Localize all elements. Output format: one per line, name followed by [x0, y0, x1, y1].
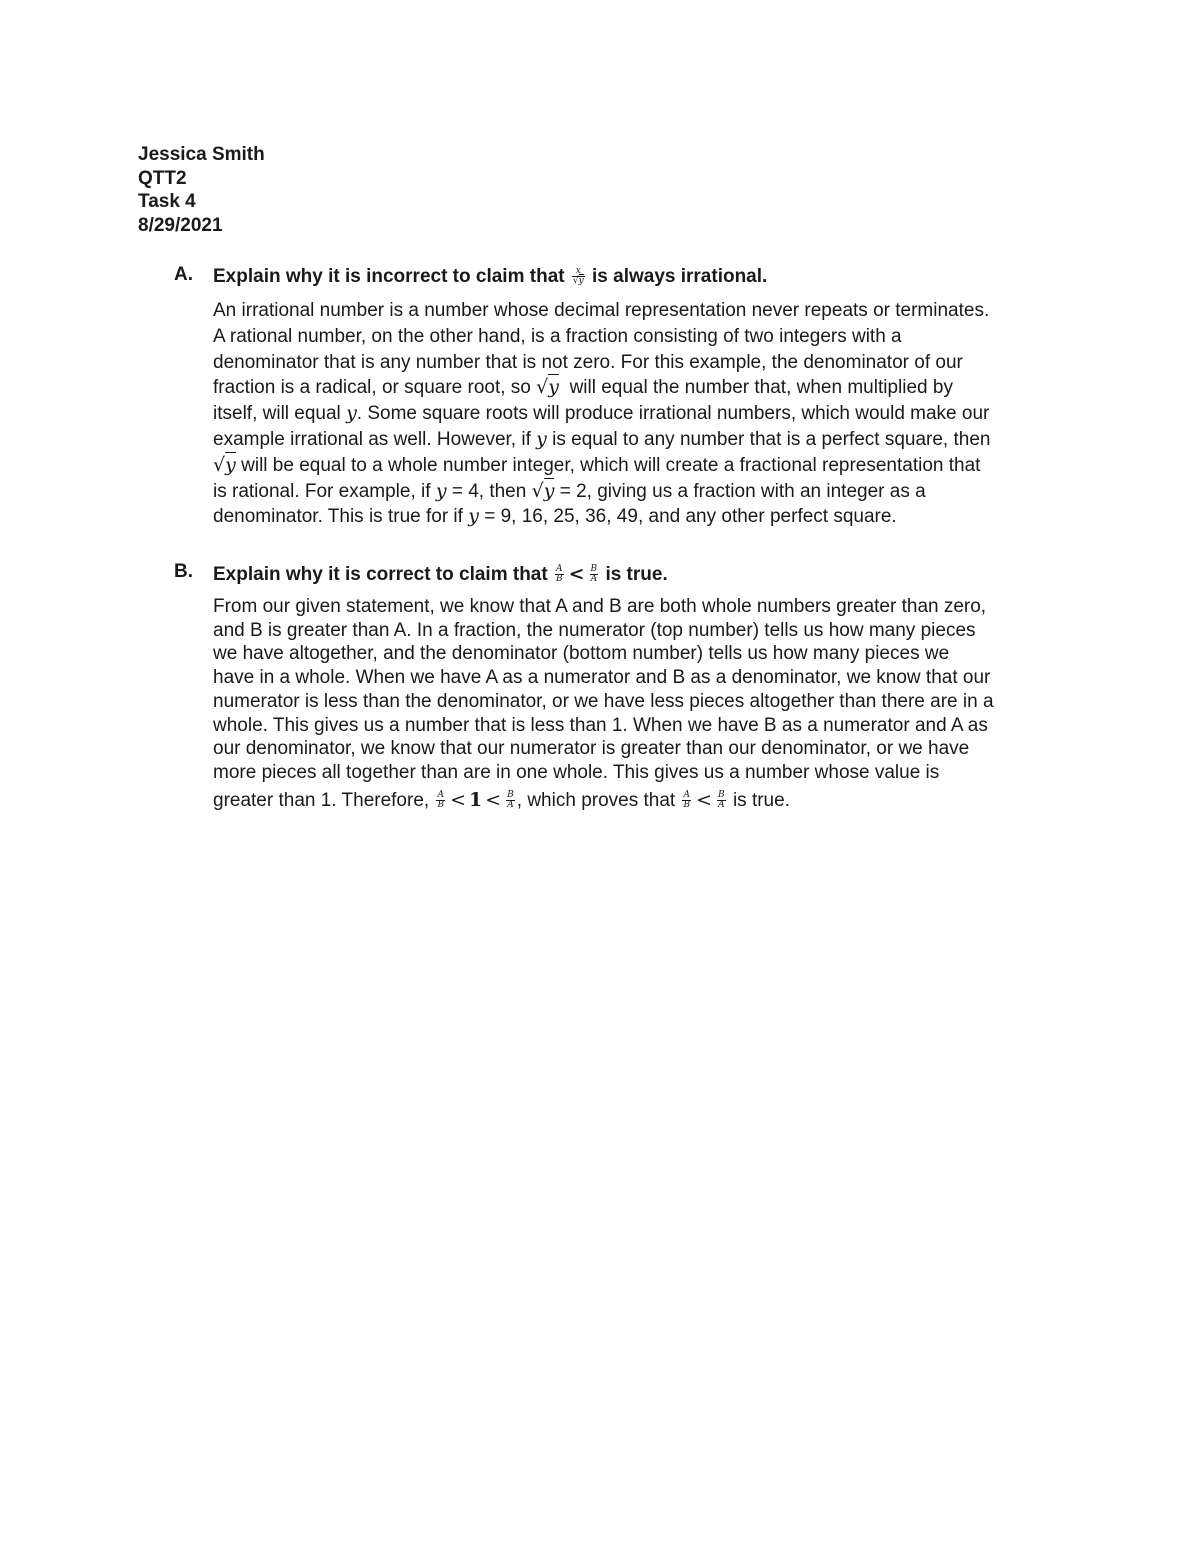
author-name: Jessica Smith — [138, 144, 265, 165]
date: 8/29/2021 — [138, 214, 223, 236]
question-b-title: Explain why it is correct to claim that $\frac{A}{B}$ < $\frac{B}{A}$ is true. — [213, 563, 668, 585]
fraction-b-over-a: $\frac{B}{A}$ — [507, 790, 514, 811]
question-a-body — [213, 264, 1073, 530]
fraction-b-over-a: $\frac{B}{A}$ — [590, 564, 598, 585]
header-block — [138, 143, 265, 237]
radical-sign: √ — [536, 376, 549, 399]
fraction-a-over-b: $\frac{A}{B}$ — [437, 790, 445, 811]
question-b-label: B. — [174, 561, 193, 582]
fraction-x-over-root-y: $\frac{x}{√y}$ — [572, 266, 584, 287]
fraction-a-over-b: $\frac{A}{B}$ — [683, 790, 691, 811]
question-a-label: A. — [174, 264, 193, 285]
question-b-answer: From our given statement, we know that A and B are both whole numbers greater than zero, and B is greater than A. In a fraction, the numerator (top number) tells us how many pieces we have altogether, and the denominator (bottom number) tells us how many pieces we have in a whole. When we have A as a numerator and B as a denominator, we know that our numerator is less than the denominator, or we have less pieces altogether than there are in a whole. This gives us a number that is less than 1. When we have B as a numerator and A as our denominator, we know that our numerator is greater than our denominator, or we have more pieces all together than are in one whole. This gives us a number whose value is greater than 1. Therefore, $\frac{A}{B}$ < 1 < $\frac{B}{A}$ , which proves that $\frac{A}{B}$ < $\frac{B}{A}$ is true. — [213, 596, 994, 811]
fraction-b-over-a: $\frac{B}{A}$ — [718, 790, 725, 811]
question-b-body — [213, 561, 1073, 812]
fraction-a-over-b: $\frac{A}{B}$ — [555, 564, 563, 585]
question-a-title: Explain why it is incorrect to claim that $\frac{x}{√y}$ is always irrational. — [213, 266, 768, 287]
question-a-answer: An irrational number is a number whose decimal representation never repeats or terminates. A rational number, on the other hand, is a fraction consisting of two integers with a denominator that is any number that is not zero. For this example, the denominator of our fraction is a radical, or square root, so √y will equal the number that, when multiplied by itself, will equal y. Some square roots will produce irrational numbers, which would make our example irrational as well. However, if y is equal to any number that is a perfect square, then √y will be equal to a whole number integer, which will create a fractional representation that is rational. For example, if y = 4, then √y = 2, giving us a fraction with an integer as a denominator. This is true for if y = 9, 16, 25, 36, 49, and any other perfect square. — [213, 300, 991, 528]
course-code: QTT2 — [138, 167, 187, 189]
task-number: Task 4 — [138, 191, 196, 212]
